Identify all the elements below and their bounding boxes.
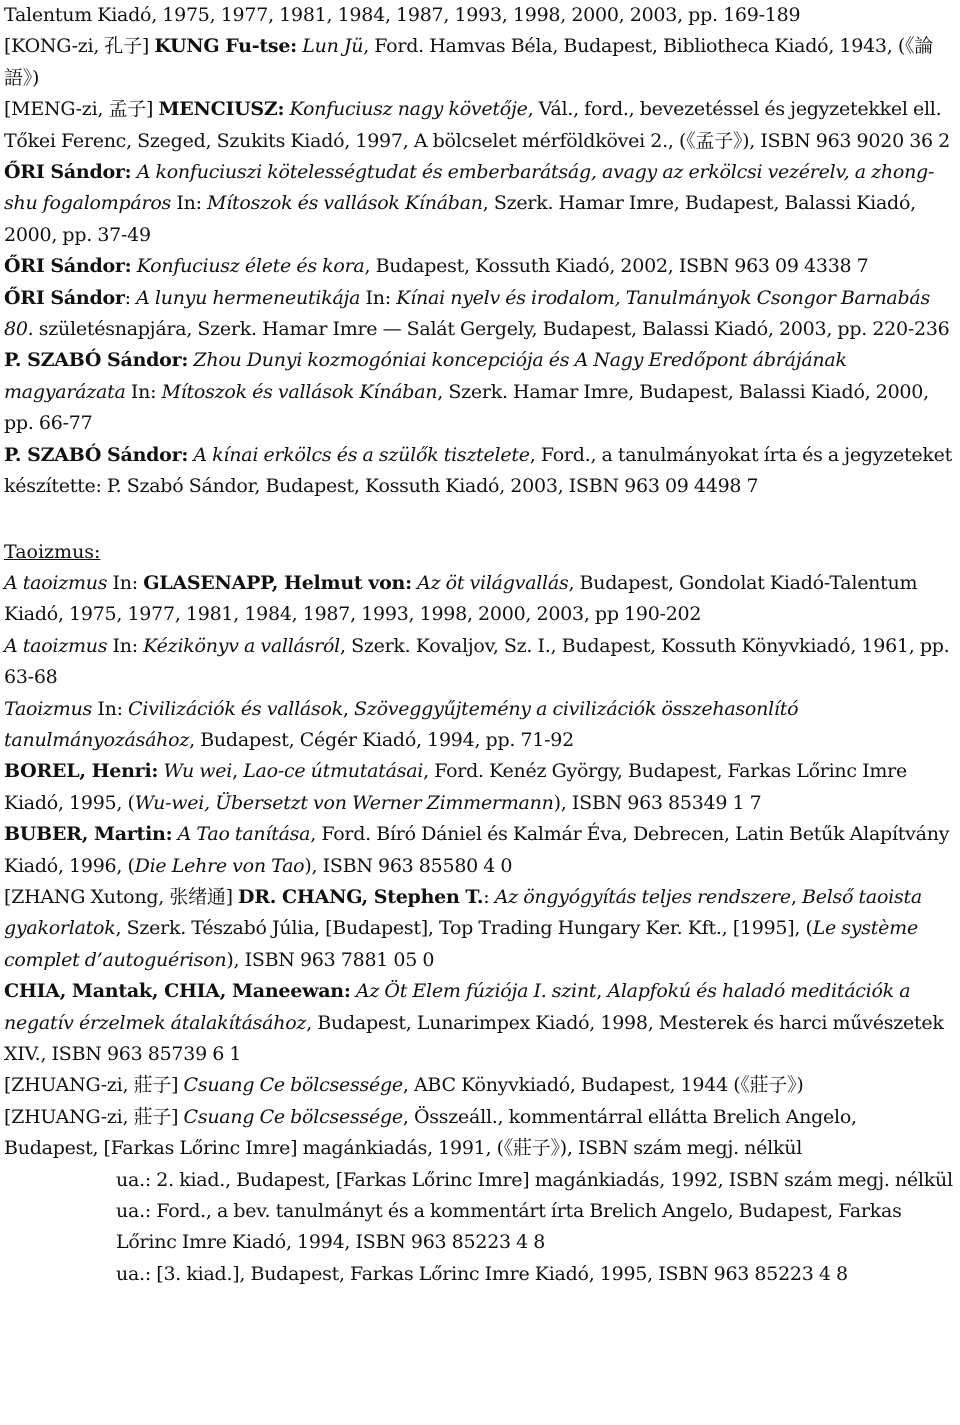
entry-text: , Ford. Bíró Dániel és Kalmár Éva, Debrecen, Latin Betűk Alapítvány Kiadó, 1996, ( (4, 823, 950, 877)
entry-author: P. SZABÓ Sándor: (4, 443, 189, 466)
entry-title: A konfuciuszi kötelességtudat és emberbarátság, avagy az erkölcsi vezérelv, a zhong-shu fogalompáros (4, 161, 935, 215)
entry-text: , Budapest, Lunarimpex Kiadó, 1998, Mesterek és harci művészetek XIV., ISBN 963 85739 6 1 (4, 1011, 944, 1065)
entry-text: , Vál., ford., bevezetéssel és jegyzetekkel ell. Tőkei Ferenc, Szeged, Szukits Kiadó, 1997, A bölcselet mérföldkövei 2., (《孟子》), ISBN 963 9020 36 2 (4, 98, 950, 152)
bibliography-entry (4, 1070, 954, 1101)
entry-title: Taoizmus (4, 697, 93, 720)
entry-title: Belső taoista gyakorlatok (4, 885, 922, 940)
entry-text: ), ISBN 963 85349 1 7 (553, 791, 762, 814)
bibliography-subentry (4, 1196, 954, 1259)
entry-text: , Szerk. Tészabó Júlia, [Budapest], Top Trading Hungary Ker. Kft., [1995], ( (115, 917, 813, 940)
entry-author: P. SZABÓ Sándor: (4, 349, 189, 372)
entry-text: In: (107, 571, 144, 594)
entry-text: ua.: 2. kiad., Budapest, [Farkas Lőrinc Imre] magánkiadás, 1992, ISBN szám megj. nélkül (116, 1168, 953, 1191)
entry-text: , Budapest, Cégér Kiadó, 1994, pp. 71-92 (189, 728, 574, 751)
entry-title: Az öngyógyítás teljes rendszere (494, 885, 791, 908)
entry-text: , Budapest, Gondolat Kiadó-Talentum Kiadó, 1975, 1977, 1981, 1984, 1987, 1993, 1998, 2000, 2003, pp 190-202 (4, 571, 918, 626)
entry-title: Wu wei (163, 760, 233, 783)
entry-title: Csuang Ce bölcsessége (183, 1105, 403, 1128)
bibliography-subentry (4, 1165, 954, 1196)
bibliography-entry (4, 440, 954, 503)
entry-author: GLASENAPP, Helmut von: (143, 571, 412, 594)
entry-text: [ZHUANG-zi, 莊子] (4, 1074, 184, 1097)
entry-author: CHIA, Mantak, CHIA, Maneewan: (4, 980, 351, 1003)
entry-text: ua.: Ford., a bev. tanulmányt és a kommentárt írta Brelich Angelo, Budapest, Farkas Lőrinc Imre Kiadó, 1994, ISBN 963 85223 4 8 (116, 1200, 902, 1254)
entry-text: Talentum Kiadó, 1975, 1977, 1981, 1984, 1987, 1993, 1998, 2000, 2003, pp. 169-189 (4, 4, 801, 26)
bibliography-entry (4, 345, 954, 439)
bibliography-entry (4, 283, 954, 346)
entry-text: , Szerk. Hamar Imre, Budapest, Balassi Kiadó, 2000, pp. 37-49 (4, 192, 916, 246)
entry-author: ŐRI Sándor (4, 286, 125, 309)
bibliography-entry (4, 819, 954, 882)
entry-author: ŐRI Sándor: (4, 255, 132, 278)
entry-text: , (232, 760, 244, 783)
entry-title: Csuang Ce bölcsessége (183, 1074, 403, 1097)
entry-title: Kézikönyv a vallásról (143, 634, 340, 657)
bibliography-entry (4, 694, 954, 757)
entry-text: [KONG-zi, 孔子] (4, 35, 155, 58)
entry-title: Wu-wei, Übersetzt von Werner Zimmermann (134, 791, 554, 814)
entry-text: születésnapjára, Szerk. Hamar Imre — Salát Gergely, Budapest, Balassi Kiadó, 2003, pp. 220-236 (33, 318, 950, 341)
entry-text: ua.: [3. kiad.], Budapest, Farkas Lőrinc Imre Kiadó, 1995, ISBN 963 85223 4 8 (116, 1262, 848, 1285)
entry-author: BUBER, Martin: (4, 823, 173, 846)
entry-title: Zhou Dunyi kozmogóniai koncepciója és A Nagy Eredőpont ábrájának magyarázata (4, 349, 847, 403)
bibliography-entry (4, 631, 954, 694)
entry-text: [MENG-zi, 孟子] (4, 98, 159, 121)
bibliography (4, 0, 954, 1290)
entry-author: MENCIUSZ: (158, 98, 285, 121)
entry-text: , ABC Könyvkiadó, Budapest, 1944 (《莊子》) (402, 1074, 804, 1097)
entry-title: Civilizációk és vallások (128, 697, 343, 720)
bibliography-entry (4, 568, 954, 631)
entry-author: BOREL, Henri: (4, 760, 159, 783)
entry-title: Lun Jü (302, 35, 364, 58)
bibliography-entry (4, 157, 954, 251)
entry-text: In: (360, 286, 397, 309)
bibliography-entry (4, 251, 954, 282)
entry-text: In: (92, 697, 129, 720)
entry-text: In: (171, 192, 208, 215)
entry-title: Az Öt Elem fúziója I. szint (355, 980, 597, 1003)
section-heading: Taoizmus: (4, 540, 101, 563)
entry-title: Szöveggyűjtemény a civilizációk összehasonlító tanulmányozásához (4, 697, 799, 751)
entry-title: A kínai erkölcs és a szülők tisztelete (193, 443, 530, 466)
entry-title: A taoizmus (4, 571, 108, 594)
entry-title: Lao-ce útmutatásai (243, 760, 424, 783)
entry-title: Konfuciusz nagy követője (289, 98, 528, 121)
entry-text: , (596, 980, 608, 1003)
entry-title: Mítoszok és vallások Kínában (207, 192, 483, 215)
entry-title: Le système complet d’autoguérison (4, 917, 918, 971)
entry-text: : (483, 885, 495, 908)
entry-title: Mítoszok és vallások Kínában (161, 380, 438, 403)
bibliography-subentry (4, 1259, 954, 1290)
bibliography-entry (4, 0, 954, 31)
entry-title: A lunyu hermeneutikája (136, 286, 361, 309)
entry-text: In: (107, 634, 144, 657)
entry-text: , Ford. Kenéz György, Budapest, Farkas Lőrinc Imre Kiadó, 1995, ( (4, 760, 907, 814)
bibliography-entry (4, 756, 954, 819)
entry-title: Alapfokú és haladó meditációk a negatív érzelmek átalakításához (4, 980, 911, 1034)
entry-text: , (790, 885, 802, 908)
entry-text: , Budapest, Kossuth Kiadó, 2002, ISBN 963 09 4338 7 (364, 255, 869, 278)
bibliography-entry (4, 1102, 954, 1165)
entry-text: [ZHUANG-zi, 莊子] (4, 1105, 184, 1128)
bibliography-entry (4, 976, 954, 1070)
entry-author: DR. CHANG, Stephen T. (238, 885, 484, 908)
entry-author: ŐRI Sándor: (4, 161, 132, 184)
entry-title: Die Lehre von Tao (134, 854, 305, 877)
entry-text: , Szerk. Kovaljov, Sz. I., Budapest, Kossuth Könyvkiadó, 1961, pp. 63-68 (4, 634, 950, 689)
bibliography-entry (4, 882, 954, 976)
entry-text: , Ford., a tanulmányokat írta és a jegyzeteket készítette: P. Szabó Sándor, Budapest, Kossuth Kiadó, 2003, ISBN 963 09 4498 7 (4, 443, 953, 498)
entry-text: , (342, 697, 355, 720)
entry-title: Kínai nyelv és irodalom, Tanulmányok Csongor Barnabás 80. (4, 286, 930, 341)
entry-text: , Ford. Hamvas Béla, Budapest, Bibliotheca Kiadó, 1943, (《論語》) (4, 35, 933, 89)
entry-author: KUNG Fu-tse: (154, 35, 297, 58)
entry-text: [ZHANG Xutong, 张绪通] (4, 885, 239, 908)
entry-title: A taoizmus (4, 634, 108, 657)
entry-text: , Szerk. Hamar Imre, Budapest, Balassi Kiadó, 2000, pp. 66-77 (4, 380, 929, 435)
entry-title: A Tao tanítása (177, 823, 311, 846)
entry-title: Az öt világvallás (417, 571, 569, 594)
entry-text: ), ISBN 963 85580 4 0 (304, 854, 513, 877)
entry-text: In: (125, 380, 162, 403)
entry-text: , Összeáll., kommentárral ellátta Brelich Angelo, Budapest, [Farkas Lőrinc Imre] magánkiadás, 1991, (《莊子》), ISBN szám megj. nélkül (4, 1105, 857, 1160)
bibliography-entry (4, 94, 954, 157)
entry-title: Konfuciusz élete és kora (136, 255, 365, 278)
bibliography-entry (4, 31, 954, 94)
entry-text: ), ISBN 963 7881 05 0 (226, 948, 435, 971)
entry-text: : (124, 286, 137, 309)
